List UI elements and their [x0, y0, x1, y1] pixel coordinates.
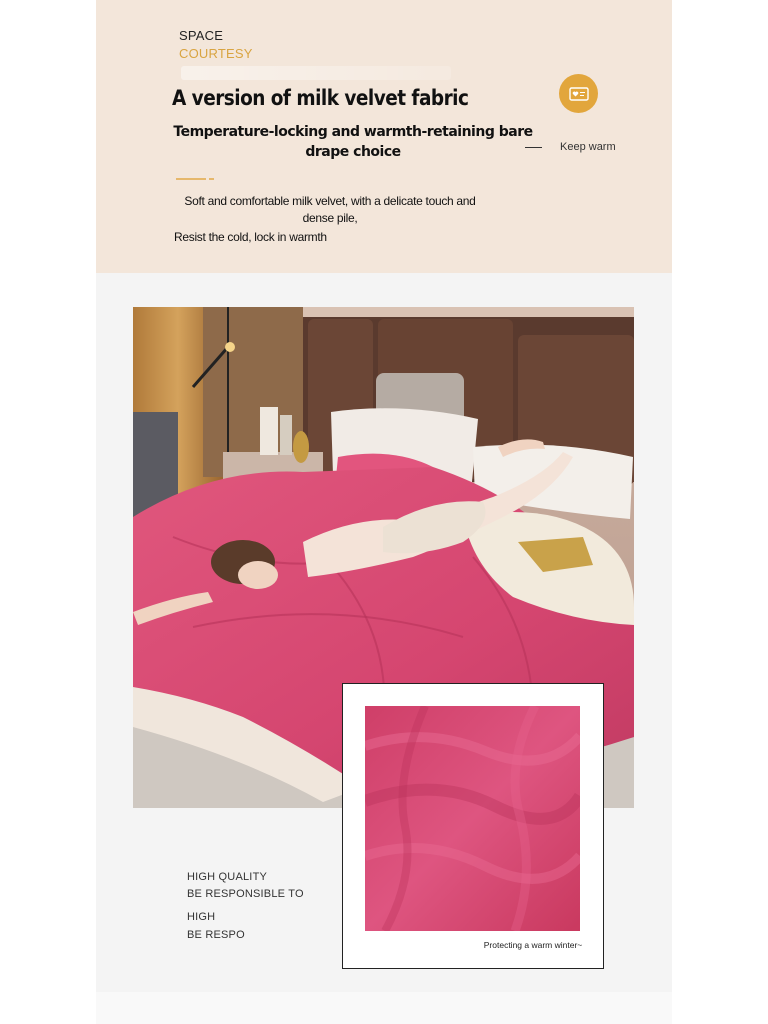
description: Soft and comfortable milk velvet, with a delicate touch and dense pile,: [184, 194, 476, 225]
closeup-caption: Protecting a warm winter~: [483, 940, 583, 950]
label-high-quality: HIGH QUALITY: [187, 871, 268, 883]
bottom-spacer: [96, 992, 672, 1024]
intro-section: [96, 0, 672, 273]
label-be-respo: BE RESPO: [187, 929, 245, 941]
description-tagline: Resist the cold, lock in warmth: [174, 230, 327, 244]
heart-card-icon: [559, 74, 598, 113]
decorative-dash: [209, 178, 214, 180]
brand-line-space: SPACE: [179, 28, 224, 43]
label-be-responsible: BE RESPONSIBLE TO: [187, 888, 304, 900]
faded-watermark-bar: [181, 66, 451, 80]
label-high: HIGH: [187, 911, 216, 923]
keep-warm-label: Keep warm: [560, 141, 616, 153]
headline: A version of milk velvet fabric: [172, 86, 469, 110]
subheadline: Temperature-locking and warmth-retaining bare drape choice: [173, 124, 533, 160]
velvet-texture-image: [365, 706, 580, 931]
fabric-closeup-card: [342, 683, 604, 969]
product-detail-page: [96, 0, 672, 1024]
brand-line-courtesy: COURTESY: [179, 46, 253, 61]
keep-warm-divider: [525, 147, 542, 148]
decorative-line: [176, 178, 206, 180]
